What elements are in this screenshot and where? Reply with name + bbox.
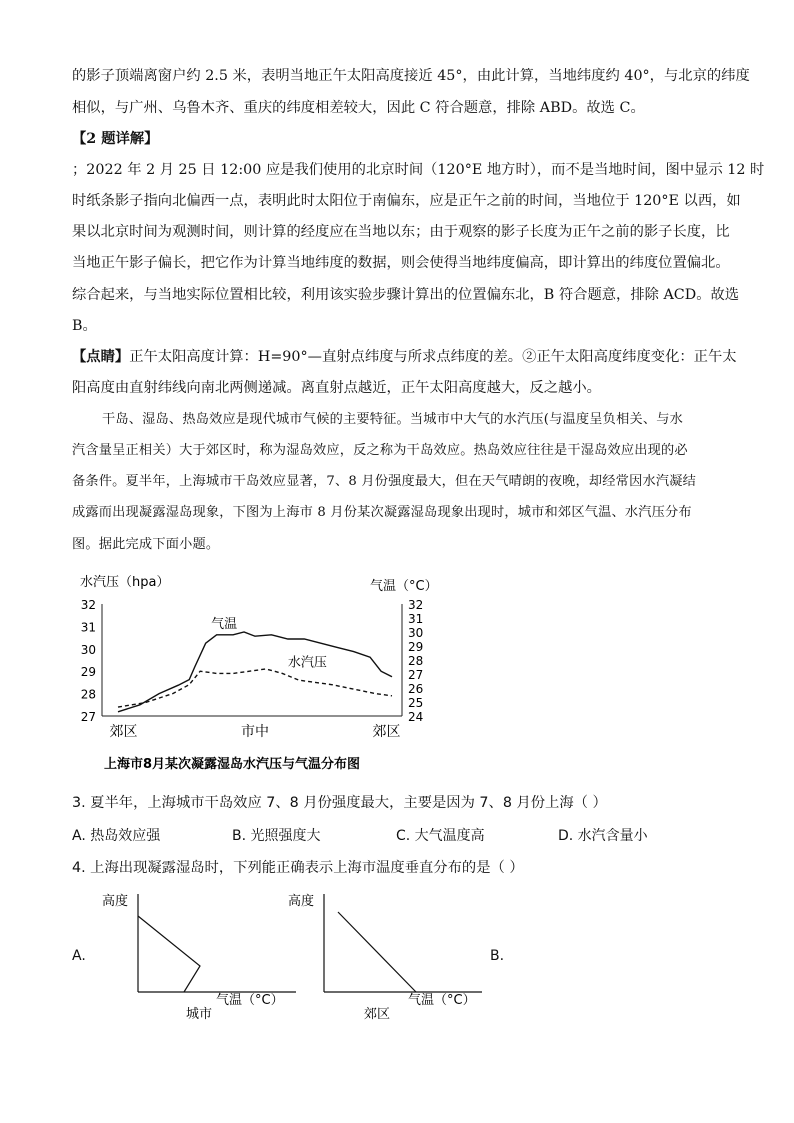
graph-a-y-label: 高度	[102, 894, 129, 909]
q4-stem: 4. 上海出现凝露湿岛时，下列能正确表示上海市温度垂直分布的是（ ）	[72, 860, 524, 876]
q3-option-d[interactable]: D. 水汽含量小	[558, 828, 648, 844]
y-right-tick-label: 32	[408, 598, 424, 612]
vapor-temperature-chart	[70, 568, 450, 778]
graph-a-curve	[138, 916, 200, 992]
graph-b-curve	[338, 912, 416, 992]
text-line: 相似，与广州、乌鲁木齐、重庆的纬度相差较大，因此 C 符合题意，排除 ABD。故选 C。	[72, 100, 645, 116]
text-line: 阳高度由直射纬线向南北两侧递减。离直射点越近，正午太阳高度越大，反之越小。	[72, 380, 601, 396]
y-right-tick-label: 25	[408, 696, 424, 710]
y-right-tick-label: 31	[408, 612, 424, 626]
y-left-tick-label: 30	[80, 642, 96, 657]
material-line: 成露而出现凝露湿岛现象，下图为上海市 8 月份某次凝露湿岛现象出现时，城市和郊区气温、水汽压分布	[72, 505, 692, 520]
q4-option-b[interactable]: B.	[490, 948, 505, 964]
series-label-vapor: 水汽压	[287, 655, 327, 671]
y-right-tick-label: 27	[408, 668, 424, 682]
y-right-tick-label: 30	[408, 626, 424, 640]
text-line: B。	[72, 318, 97, 334]
y-right-tick-label: 24	[408, 710, 424, 724]
graph-b-y-label: 高度	[288, 894, 315, 909]
graph-b-bottom-label: 郊区	[364, 1007, 391, 1022]
q4-option-a[interactable]: A.	[72, 948, 86, 964]
text-line: 时纸条影子指向北偏西一点，表明此时太阳位于南偏东，应是正午之前的时间，当地位于 120°E 以西，如	[72, 193, 741, 209]
material-line: 图。据此完成下面小题。	[72, 537, 220, 552]
option-a-graph	[96, 886, 296, 1026]
option-b-graph	[282, 886, 492, 1026]
tip-label: 【点睛】	[72, 349, 130, 365]
y-left-tick-label: 32	[80, 598, 96, 612]
y-left-tick-label: 29	[80, 665, 96, 680]
y-left-tick-label: 27	[80, 710, 96, 724]
y-left-label: 水汽压（hpa）	[80, 575, 170, 590]
y-right-tick-label: 26	[408, 682, 424, 696]
graph-b-x-label: 气温（°C）	[408, 993, 476, 1008]
q3-option-a[interactable]: A. 热岛效应强	[72, 828, 161, 844]
graph-a-bottom-label: 城市	[186, 1007, 213, 1022]
x-tick-label: 郊区	[372, 724, 401, 740]
q3-option-b[interactable]: B. 光照强度大	[232, 828, 321, 844]
y-left-tick-label: 31	[80, 620, 96, 635]
series-label-temperature: 气温	[211, 616, 238, 632]
chart-title: 上海市8月某次凝露湿岛水汽压与气温分布图	[104, 757, 361, 772]
y-right-label: 气温（°C）	[370, 579, 438, 594]
text-line: 当地正午影子偏长，把它作为计算当地纬度的数据，则会使得当地纬度偏高，即计算出的纬度位置偏北。	[72, 255, 730, 271]
text-line: 的影子顶端离窗户约 2.5 米，表明当地正午太阳高度接近 45°，由此计算，当地纬度约 40°，与北京的纬度	[72, 68, 750, 84]
q3-option-c[interactable]: C. 大气温度高	[396, 828, 485, 844]
x-tick-label: 郊区	[109, 724, 138, 740]
text-line: 综合起来，与当地实际位置相比较，利用该实验步骤计算出的位置偏东北，B 符合题意，排除 ACD。故选	[72, 287, 740, 303]
text-line: 果以北京时间为观测时间，则计算的经度应在当地以东；由于观察的影子长度为正午之前的影子长度，比	[72, 224, 730, 240]
q3-stem: 3. 夏半年，上海城市干岛效应 7、8 月份强度最大，主要是因为 7、8 月份上海（ ）	[72, 795, 607, 811]
y-right-tick-label: 29	[408, 640, 424, 654]
material-line: 备条件。夏半年，上海城市干岛效应显著，7、8 月份强度最大，但在天气晴朗的夜晚，却经常因水汽凝结	[72, 474, 697, 489]
y-right-tick-label: 28	[408, 654, 424, 668]
y-left-tick-label: 28	[80, 687, 96, 702]
series-line-vapor-pressure	[118, 669, 392, 707]
material-line: 汽含量呈正相关）大于郊区时，称为湿岛效应，反之称为干岛效应。热岛效应往往是干湿岛效应出现的必	[72, 443, 688, 458]
x-tick-label: 市中	[241, 724, 269, 740]
text-line: ；2022 年 2 月 25 日 12:00 应是我们使用的北京时间（120°E 地方时），而不是当地时间，图中显示 12 时	[72, 162, 765, 178]
section-heading: 【2 题详解】	[72, 131, 159, 147]
series-line-temperature	[118, 632, 392, 712]
tip-text: 正午太阳高度计算：H=90°—直射点纬度与所求点纬度的差。②正午太阳高度纬度变化：正午太	[129, 349, 737, 365]
material-line: 干岛、湿岛、热岛效应是现代城市气候的主要特征。当城市中大气的水汽压(与温度呈负相关、与水	[102, 412, 684, 427]
tip-line	[72, 347, 737, 367]
graph-a-x-label: 气温（°C）	[216, 993, 284, 1008]
